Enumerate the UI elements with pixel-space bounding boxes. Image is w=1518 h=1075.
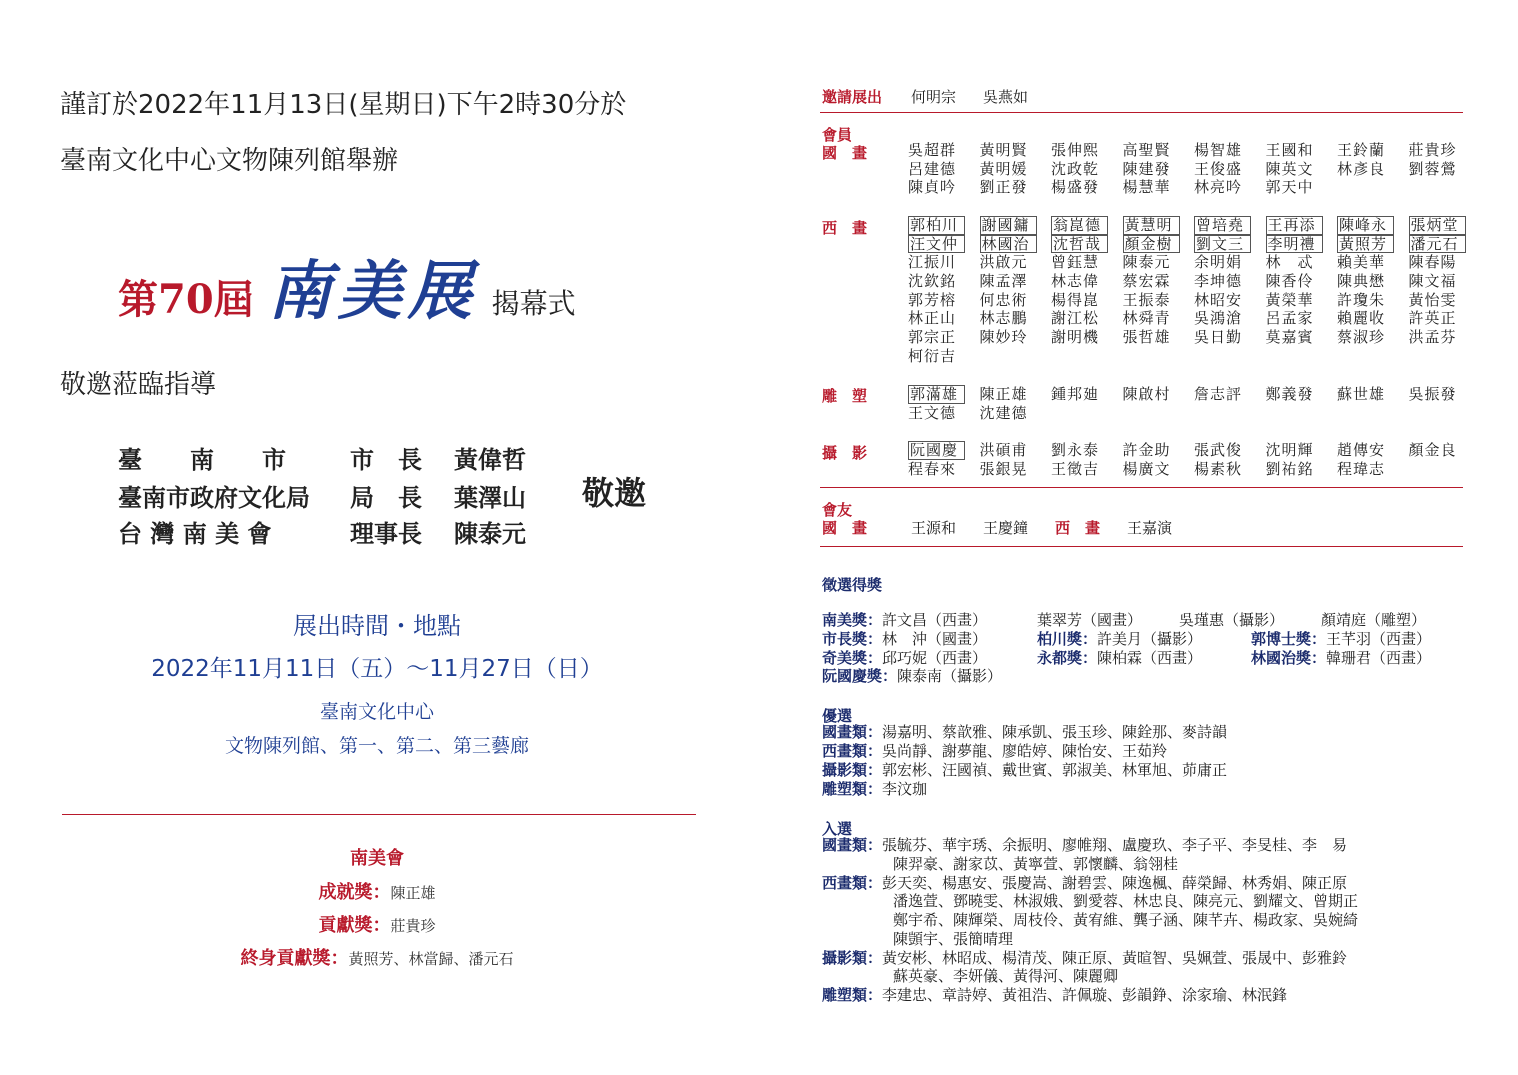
member-name: 吳日勤: [1194, 328, 1243, 347]
member-name: 楊慧華: [1122, 178, 1171, 197]
excellent-line: 西畫類：吳尚靜、謝夢龍、廖皓婷、陳怡安、王茹羚: [822, 742, 1168, 760]
host-name: 陳泰元: [454, 519, 526, 548]
member-name: 張炳堂: [1409, 216, 1466, 235]
member-name: 賴美華: [1337, 253, 1386, 272]
member-name: 黃明媛: [979, 159, 1028, 178]
member-name: 劉永泰: [1051, 441, 1100, 459]
divider: [62, 814, 696, 815]
member-name: 張哲雄: [1122, 328, 1171, 347]
selected-line: 西畫類：彭天奕、楊惠安、張慶嵩、謝碧雲、陳逸楓、薛榮歸、林秀娟、陳正原: [822, 874, 1348, 892]
divider: [820, 112, 1463, 113]
selected-line: 潘逸萱、鄧曉雯、林淑娥、劉愛蓉、林忠良、陳亮元、劉耀文、曾期正: [893, 892, 1359, 910]
prize-line: 奇美獎：邱巧妮（西畫） 永都獎：陳柏霖（西畫） 林國治獎：韓珊君（西畫）: [822, 649, 1432, 667]
guohua-members: [908, 141, 1480, 197]
host-org: 臺 南 市: [118, 445, 286, 474]
member-name: 陳英文: [1265, 159, 1314, 178]
selected-section-title: 入選: [822, 820, 853, 838]
member-name: 陳啟村: [1122, 385, 1171, 403]
member-name: 蔡宏霖: [1122, 272, 1171, 291]
member-name: 賴麗收: [1337, 309, 1386, 328]
exhibition-title: [118, 240, 576, 332]
member-label: 會員: [822, 126, 853, 144]
member-name: 蘇世雄: [1337, 385, 1386, 403]
member-name: 楊盛發: [1051, 178, 1100, 197]
member-name: 陳建發: [1122, 159, 1171, 178]
member-name: 謝江松: [1051, 309, 1100, 328]
member-name: 吳超群: [908, 141, 957, 159]
member-name: 林 忒: [1265, 253, 1314, 272]
member-name: 呂建德: [908, 159, 957, 178]
member-name: 洪碩甫: [979, 441, 1028, 459]
host-row: [118, 478, 526, 513]
friend-name: 王源和: [911, 519, 957, 537]
member-name: 趙傳安: [1337, 441, 1386, 459]
host-position: 市 長: [350, 445, 422, 474]
host-row: [118, 514, 526, 549]
invited-name: 何明宗: [911, 88, 957, 106]
member-name: 郭柏川: [908, 216, 965, 235]
member-name: 沈建德: [979, 403, 1028, 422]
host-row: [118, 440, 526, 475]
member-name: 王徵吉: [1051, 459, 1100, 478]
category-diaosu: 雕 塑: [822, 387, 868, 405]
member-name: 林亮吟: [1194, 178, 1243, 197]
edition-number: 第70屆: [118, 276, 254, 323]
member-name: 潘元石: [1409, 235, 1466, 254]
member-name: 王國和: [1265, 141, 1314, 159]
member-name: 郭滿雄: [908, 385, 965, 404]
member-name: 江振川: [908, 253, 957, 272]
member-name: 郭天中: [1265, 178, 1314, 197]
host-name: 葉澤山: [454, 483, 526, 512]
member-name: 翁崑德: [1051, 216, 1108, 235]
excellent-section-title: 優選: [822, 707, 853, 725]
member-name: 曾鈺慧: [1051, 253, 1100, 272]
host-org: 臺南市政府文化局: [118, 483, 310, 512]
member-name: 阮國慶: [908, 441, 965, 460]
member-name: 謝明機: [1051, 328, 1100, 347]
member-name: 張伸熙: [1051, 141, 1100, 159]
member-name: 陳峰永: [1337, 216, 1394, 235]
ceremony-label: 揭幕式: [491, 287, 576, 320]
member-name: 許瓊朱: [1337, 290, 1386, 309]
member-name: 林志偉: [1051, 272, 1100, 291]
member-name: 沈明輝: [1265, 441, 1314, 459]
member-name: 何忠術: [979, 290, 1028, 309]
member-name: 王振泰: [1122, 290, 1171, 309]
excellent-line: 國畫類：湯嘉明、蔡歆雅、陳承凱、張玉珍、陳銓那、麥詩韻: [822, 723, 1228, 741]
member-name: 沈政乾: [1051, 159, 1100, 178]
excellent-line: 雕塑類：李汶珈: [822, 780, 928, 798]
category-sheying: 攝 影: [822, 444, 868, 462]
member-name: 沈欽銘: [908, 272, 957, 291]
member-name: 黃明賢: [979, 141, 1028, 159]
friend-name: 王嘉演: [1127, 519, 1173, 537]
member-name: 陳文福: [1408, 272, 1457, 291]
member-name: 林正山: [908, 309, 957, 328]
member-name: 陳香伶: [1265, 272, 1314, 291]
member-name: 陳孟澤: [979, 272, 1028, 291]
xihua-members: [908, 216, 1480, 366]
member-name: 吳振發: [1408, 385, 1457, 403]
award-achievement: 成就獎：陳正雄: [318, 882, 436, 903]
member-name: 林舜青: [1122, 309, 1171, 328]
member-name: 高聖賢: [1122, 141, 1171, 159]
exhibition-name: 南美展: [267, 254, 478, 329]
member-name: 楊得崑: [1051, 290, 1100, 309]
venue-line: 臺南文化中心文物陳列館舉辦: [60, 146, 399, 176]
member-name: 莊貴珍: [1408, 141, 1457, 159]
member-name: 蔡淑珍: [1337, 328, 1386, 347]
selected-line: 陳顗宇、張簡晴理: [893, 930, 1014, 948]
member-name: 黃照芳: [1337, 235, 1394, 254]
member-name: 林彥良: [1337, 159, 1386, 178]
host-org: 台 灣 南 美 會: [118, 519, 272, 548]
selected-line: 攝影類：黃安彬、林昭成、楊清茂、陳正原、黃暄智、吳姵萱、張晟中、彭雅鈴: [822, 949, 1348, 967]
host-position: 局 長: [350, 483, 422, 512]
divider: [820, 546, 1463, 547]
member-name: 鍾邦廸: [1051, 385, 1100, 403]
society-name: 南美會: [350, 848, 404, 869]
category-xihua: 西 畫: [822, 219, 868, 237]
friend-label: 會友: [822, 501, 853, 519]
member-name: 程瑋志: [1337, 459, 1386, 478]
member-name: 王文德: [908, 403, 957, 422]
member-name: 張武俊: [1194, 441, 1243, 459]
friend-category-xihua: 西 畫: [1055, 519, 1101, 537]
member-name: 林國治: [980, 235, 1037, 254]
sheying-members: [908, 441, 1480, 478]
member-name: 楊智雄: [1194, 141, 1243, 159]
excellent-line: 攝影類：郭宏彬、汪國禎、戴世賓、郭淑美、林軍旭、茆庸正: [822, 761, 1228, 779]
member-name: 曾培堯: [1194, 216, 1251, 235]
member-name: 陳泰元: [1122, 253, 1171, 272]
invited-name: 吳燕如: [983, 88, 1029, 106]
invite-text: 敬邀蒞臨指導: [60, 370, 217, 400]
member-name: 劉蓉鶯: [1408, 159, 1457, 178]
member-name: 陳春陽: [1408, 253, 1457, 272]
member-name: 劉文三: [1194, 235, 1251, 254]
member-name: 黃怡雯: [1408, 290, 1457, 309]
member-name: 陳典懋: [1337, 272, 1386, 291]
prize-line: 阮國慶獎：陳泰南（攝影）: [822, 667, 1003, 685]
member-name: 劉正發: [979, 178, 1028, 197]
member-name: 顏金樹: [1123, 235, 1180, 254]
date-line: 謹訂於2022年11月13日(星期日)下午2時30分於: [60, 90, 627, 120]
member-name: 許金助: [1122, 441, 1171, 459]
selected-line: 陳羿豪、謝家苡、黃寧萱、郭懷麟、翁翎桂: [893, 855, 1179, 873]
friend-name: 王慶鐘: [983, 519, 1029, 537]
award-contribution: 貢獻獎：莊貴珍: [318, 915, 436, 936]
member-name: 余明娟: [1194, 253, 1243, 272]
prize-line: 市長獎：林 沖（國畫） 柏川獎：許美月（攝影） 郭博士獎：王芊羽（西畫）: [822, 630, 1432, 648]
member-name: 謝國鏞: [980, 216, 1037, 235]
member-name: 鄭義發: [1265, 385, 1314, 403]
venue-name: 臺南文化中心: [319, 701, 434, 723]
member-name: 楊素秋: [1194, 459, 1243, 478]
category-guohua: 國 畫: [822, 144, 868, 162]
member-name: 陳妙玲: [979, 328, 1028, 347]
member-name: 洪啟元: [979, 253, 1028, 272]
member-name: 劉祐銘: [1265, 459, 1314, 478]
member-name: 詹志評: [1194, 385, 1243, 403]
prize-section-title: 徵選得獎: [822, 576, 883, 594]
member-name: 吳鴻滄: [1194, 309, 1243, 328]
member-name: 郭宗正: [908, 328, 957, 347]
member-name: 張銀晃: [979, 459, 1028, 478]
selected-line: 鄭宇希、陳輝榮、周枝伶、黃宥維、龔子涵、陳芊卉、楊政家、吳婉綺: [893, 911, 1359, 929]
member-name: 呂孟家: [1265, 309, 1314, 328]
member-name: 王鈴蘭: [1337, 141, 1386, 159]
member-name: 陳貞吟: [908, 178, 957, 197]
member-name: 莫嘉賓: [1265, 328, 1314, 347]
member-name: 顏金良: [1408, 441, 1457, 459]
member-name: 許英正: [1408, 309, 1457, 328]
invited-exhibitors-label: 邀請展出: [822, 88, 883, 106]
award-lifetime: 終身貢獻獎：黃照芳、林當歸、潘元石: [240, 948, 514, 969]
exhibition-dates: 2022年11月11日（五）～11月27日（日）: [151, 656, 603, 682]
selected-line: 雕塑類：李建忠、章詩婷、黃祖浩、許佩璇、彭韻錚、涂家瑜、林泯鋒: [822, 986, 1288, 1004]
member-name: 陳正雄: [979, 385, 1028, 403]
member-name: 林志鵬: [979, 309, 1028, 328]
selected-line: 蘇英豪、李妍儀、黃得河、陳麗卿: [893, 967, 1119, 985]
member-name: 柯衍吉: [908, 346, 957, 365]
member-name: 李坤德: [1194, 272, 1243, 291]
member-name: 林昭安: [1194, 290, 1243, 309]
host-position: 理事長: [350, 519, 422, 548]
member-name: 李明禮: [1266, 235, 1323, 254]
member-name: 黃榮華: [1265, 290, 1314, 309]
diaosu-members: [908, 385, 1480, 422]
member-name: 黃慧明: [1123, 216, 1180, 235]
member-name: 楊廣文: [1122, 459, 1171, 478]
venue-galleries: 文物陳列館、第一、第二、第三藝廊: [224, 735, 529, 757]
friend-category-guohua: 國 畫: [822, 519, 868, 537]
member-name: 王再添: [1266, 216, 1323, 235]
member-name: 沈哲哉: [1051, 235, 1108, 254]
prize-line: 南美獎：許文昌（西畫） 葉翠芳（國畫） 吳瑾惠（攝影） 顏靖庭（雕塑）: [822, 611, 1427, 629]
member-name: 洪孟芬: [1408, 328, 1457, 347]
host-name: 黃偉哲: [454, 445, 526, 474]
respectfully-invite: 敬邀: [582, 474, 647, 512]
member-name: 汪文仲: [908, 235, 965, 254]
member-name: 王俊盛: [1194, 159, 1243, 178]
selected-line: 國畫類：張毓芬、華宇琇、余振明、廖帷翔、盧慶玖、李子平、李旻桂、李 易: [822, 836, 1348, 854]
member-name: 程春來: [908, 459, 957, 478]
member-name: 郭芳榕: [908, 290, 957, 309]
divider: [820, 487, 1463, 488]
time-place-title: 展出時間・地點: [293, 612, 461, 640]
